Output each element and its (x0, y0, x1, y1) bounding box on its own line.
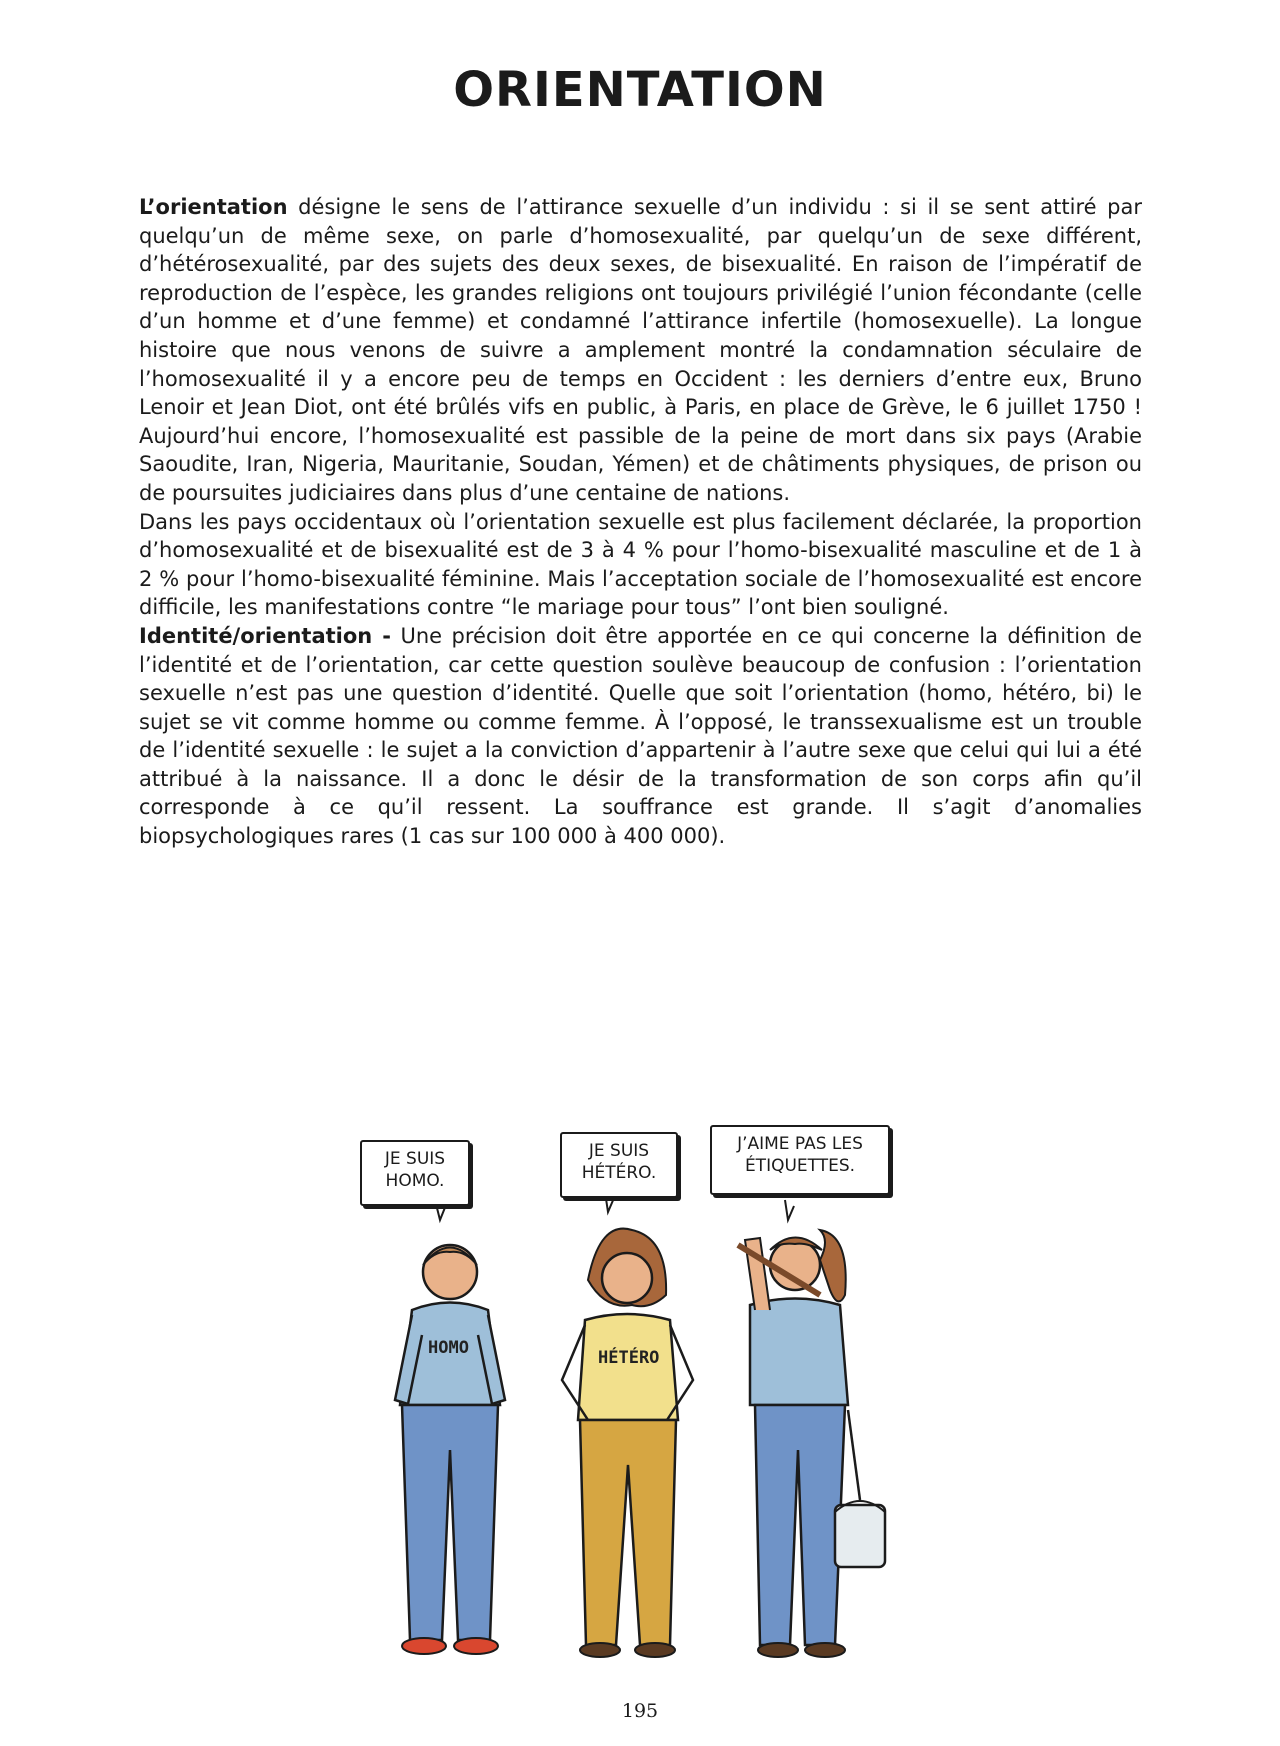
shirt-label-hetero: HÉTÉRO (598, 1348, 660, 1368)
paragraph-orientation (139, 193, 1142, 508)
speech-tail (785, 1200, 794, 1220)
character-hetero (562, 1229, 693, 1657)
page-number: 195 (621, 1700, 659, 1722)
paragraph-lead: Identité/orientation - (139, 623, 392, 648)
bubble-text: J’AIME PAS LES ÉTIQUETTES. (737, 1134, 863, 1176)
body-text (139, 193, 1142, 851)
character-no-labels (738, 1230, 885, 1657)
speech-bubble-etiquettes (710, 1125, 890, 1195)
paragraph-lead: L’orientation (139, 195, 288, 219)
speech-bubble-hetero (560, 1132, 678, 1198)
bubble-text: JE SUIS HÉTÉRO. (581, 1141, 657, 1183)
paragraph-body: désigne le sens de l’attirance sexuelle d’un individu : si il se sent attiré par quelqu’un de même sexe, on parle d’homosexualité, par quelqu’un de sexe différent, d’hétérosexualité, par des sujets des deux sexes, de bisexualité. En raison de l’impératif de reproduction de l’espèce, les grandes religions ont toujours privilégié l’union fécondante (celle d’un homme et d’une femme) et condamné l’attirance infertile (homosexuelle). La longue histoire que nous venons de suivre a amplement montré la condamnation séculaire de l’homosexualité il y a encore peu de temps en Occident : les derniers d’entre eux, Bruno Lenoir et Jean Diot, ont été brûlés vifs en public, à Paris, en place de Grève, le 6 juillet 1750 ! Aujourd’hui encore, l’homosexualité est passible de la peine de mort dans six pays (Arabie Saoudite, Iran, Nigeria, Mauritanie, Soudan, Yémen) et de châtiments physiques, de prison ou de poursuites judiciaires dans plus d’une centaine de nations. (139, 195, 1142, 505)
paragraph-identity (139, 622, 1142, 851)
comic-illustration (350, 1120, 930, 1680)
speech-bubble-homo (360, 1140, 470, 1206)
paragraph-statistics (139, 508, 1142, 622)
character-homo (395, 1245, 505, 1654)
shirt-label-homo: HOMO (428, 1338, 469, 1358)
bubble-text: JE SUIS HOMO. (384, 1149, 446, 1191)
paragraph-body: Dans les pays occidentaux où l’orientation sexuelle est plus facilement déclarée, la proportion d’homosexualité et de bisexualité est de 3 à 4 % pour l’homo-bisexualité masculine et de 1 à 2 % pour l’homo-bisexualité féminine. Mais l’acceptation sociale de l’homosexualité est encore difficile, les manifestations contre “le mariage pour tous” l’ont bien souligné. (139, 509, 1142, 620)
paragraph-body: Une précision doit être apportée en ce qui concerne la définition de l’identité et de l’orientation, car cette question soulève beaucoup de confusion : l’orientation sexuelle n’est pas une question d’identité. Quelle que soit l’orientation (homo, hétéro, bi) le sujet se vit comme homme ou comme femme. À l’opposé, le transsexualisme est un trouble de l’identité sexuelle : le sujet a la conviction d’appartenir à l’autre sexe que celui qui lui a été attribué à la naissance. Il a donc le désir de la transformation de son corps afin qu’il corresponde à ce qu’il ressent. La souffrance est grande. Il s’agit d’anomalies biopsychologiques rares (1 cas sur 100 000 à 400 000). (139, 623, 1142, 849)
page-title: ORIENTATION (453, 62, 827, 118)
